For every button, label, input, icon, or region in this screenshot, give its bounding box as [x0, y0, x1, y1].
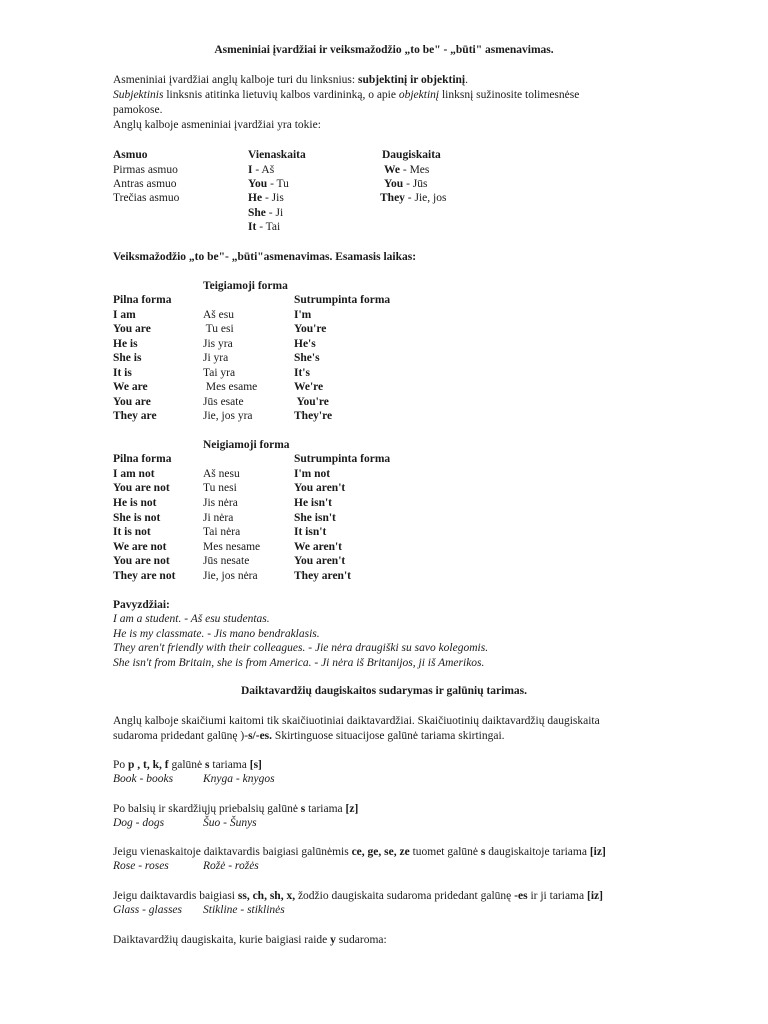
short-form: He's	[294, 338, 316, 350]
intro-text: linksnis atitinka lietuvių kalbos vardininką, o apie	[163, 89, 399, 101]
example-text: He is my classmate. - Jis mano bendraklasis.	[113, 628, 320, 640]
example-english: Glass - glasses	[113, 904, 183, 916]
negative-row	[0, 569, 768, 583]
full-form: It is	[113, 367, 132, 379]
singular-pronoun: He	[248, 192, 263, 204]
singular-pronoun: She	[248, 207, 266, 219]
intro-italic-objektini: objektinį	[398, 89, 440, 101]
rule-bold: -es	[514, 890, 528, 902]
plural-pronoun: They	[380, 192, 405, 204]
short-form: She isn't	[294, 512, 336, 524]
pronoun-row	[0, 220, 768, 234]
last-line-text: sudaroma:	[335, 934, 387, 946]
translation: Jis nėra	[203, 497, 238, 509]
last-line	[113, 933, 387, 947]
plural-intro-text: Skirtinguose situacijose galūnė tariama skirtingai.	[272, 730, 505, 742]
singular-pronoun: I	[248, 164, 253, 176]
negative-row	[0, 481, 768, 495]
singular-pronoun: You	[248, 178, 268, 190]
examples-heading-text: Pavyzdžiai:	[113, 599, 170, 611]
rule-line	[113, 889, 603, 903]
pronoun-table-header	[0, 148, 768, 162]
col-short-form: Sutrumpinta forma	[294, 453, 391, 465]
translation: Jūs nesate	[203, 555, 250, 567]
singular-cell	[248, 220, 280, 234]
rule-text: daugiskaitoje tariama	[485, 846, 590, 858]
full-form: You are not	[113, 482, 170, 494]
short-form: She's	[294, 352, 320, 364]
plural-intro-line-2	[113, 729, 505, 743]
negative-row	[0, 467, 768, 481]
affirmative-heading: Teigiamoji forma	[203, 280, 288, 292]
rule-text: Jeigu daiktavardis baigiasi	[113, 890, 238, 902]
intro-line-4: Anglų kalboje asmeniniai įvardžiai yra tokie:	[113, 119, 321, 131]
affirmative-row	[0, 409, 768, 423]
full-form: I am not	[113, 468, 155, 480]
negative-row	[0, 540, 768, 554]
negative-row	[0, 525, 768, 539]
full-form: They are not	[113, 570, 176, 582]
affirmative-heading-row	[0, 279, 768, 293]
rule-text: Jeigu vienaskaitoje daiktavardis baigiasi galūnėmis	[113, 846, 352, 858]
affirmative-row	[0, 337, 768, 351]
plural-intro-line-1: Anglų kalboje skaičiumi kaitomi tik skaičiuotiniai daiktavardžiai. Skaičiuotinių daiktavardžių daugiskaita	[113, 715, 600, 727]
singular-translation: - Tai	[256, 221, 281, 233]
rule-text: žodžio daugiskaita sudaroma pridedant galūnę	[295, 890, 515, 902]
intro-line-3: pamokose.	[113, 104, 163, 116]
plural-translation: - Jie, jos	[404, 192, 447, 204]
singular-pronoun: It	[248, 221, 257, 233]
short-form: We aren't	[294, 541, 343, 553]
rule-text: tuomet galūnė	[409, 846, 481, 858]
short-form: They're	[294, 410, 333, 422]
rule-text: tariama	[305, 803, 346, 815]
intro-italic-subjektinis: Subjektinis	[113, 89, 164, 101]
example-text: She isn't from Britain, she is from America. - Ji nėra iš Britanijos, ji iš Amerikos.	[113, 657, 485, 669]
translation: Ji nėra	[203, 512, 234, 524]
negative-row	[0, 496, 768, 510]
pronoun-row	[0, 163, 768, 177]
short-form: They aren't	[294, 570, 351, 582]
affirmative-row	[0, 351, 768, 365]
intro-line-1	[113, 73, 468, 87]
example-line	[113, 641, 488, 655]
example-english: Book - books	[113, 773, 174, 785]
rule-text: ir ji tariama	[527, 890, 587, 902]
pronoun-row	[0, 191, 768, 205]
full-form: He is	[113, 338, 138, 350]
singular-translation: - Aš	[252, 164, 275, 176]
translation: Jūs esate	[203, 396, 244, 408]
rule-text: Po	[113, 759, 129, 771]
singular-cell	[248, 206, 283, 220]
negative-row	[0, 554, 768, 568]
rule-example	[0, 816, 768, 830]
singular-cell	[248, 177, 289, 191]
rule-text: Po balsių ir skardžiųjų priebalsių galūnė	[113, 803, 301, 815]
plural-intro-bold: s/-es.	[248, 730, 273, 742]
rule-bold: ce, ge, se, ze	[351, 846, 410, 858]
rule-text: tariama	[209, 759, 250, 771]
singular-translation: - Tu	[267, 178, 289, 190]
intro-bold: subjektinį ir objektinį	[357, 74, 466, 86]
header-asmuo: Asmuo	[113, 149, 148, 161]
affirmative-row	[0, 395, 768, 409]
translation: Ji yra	[203, 352, 229, 364]
translation: Mes nesame	[203, 541, 261, 553]
short-form: He isn't	[294, 497, 333, 509]
full-form: We are	[113, 381, 148, 393]
rule-line	[113, 802, 358, 816]
rule-example	[0, 903, 768, 917]
example-text: They aren't friendly with their colleagues. - Jie nėra draugiški su savo kolegomis.	[113, 642, 489, 654]
rule-bold: s	[480, 846, 486, 858]
example-english: Dog - dogs	[113, 817, 165, 829]
full-form: I am	[113, 309, 136, 321]
examples-heading	[113, 598, 170, 612]
header-vienaskaita: Vienaskaita	[248, 149, 306, 161]
tobe-heading-text: Veiksmažodžio „to be"- „būti"asmenavimas. Esamasis laikas:	[113, 251, 417, 263]
full-form: He is not	[113, 497, 157, 509]
rule-line	[113, 845, 606, 859]
pronoun-row	[0, 177, 768, 191]
short-form: You're	[294, 396, 329, 408]
translation: Aš nesu	[203, 468, 240, 480]
rule-bold: s	[300, 803, 306, 815]
rule-line	[113, 758, 262, 772]
tobe-heading	[113, 250, 416, 264]
col-full-form: Pilna forma	[113, 453, 172, 465]
plural-translation: - Jūs	[403, 178, 428, 190]
rule-example	[0, 859, 768, 873]
example-lithuanian: Šuo - Šunys	[203, 817, 257, 829]
plural-cell	[380, 191, 446, 205]
intro-line-2	[113, 88, 579, 102]
translation: Tu esi	[203, 323, 234, 335]
short-form: I'm	[294, 309, 312, 321]
plural-translation: - Mes	[399, 164, 430, 176]
rule-example	[0, 772, 768, 786]
affirmative-row	[0, 366, 768, 380]
short-form: We're	[294, 381, 324, 393]
affirmative-row	[0, 308, 768, 322]
translation: Jie, jos yra	[203, 410, 253, 422]
col-short-form: Sutrumpinta forma	[294, 294, 391, 306]
negative-row	[0, 511, 768, 525]
short-form: It's	[294, 367, 310, 379]
translation: Tai yra	[203, 367, 236, 379]
negative-heading-row	[0, 438, 768, 452]
example-text: I am a student. - Aš esu studentas.	[113, 613, 270, 625]
singular-translation: - Ji	[265, 207, 284, 219]
example-lithuanian: Knyga - knygos	[203, 773, 275, 785]
full-form: She is	[113, 352, 142, 364]
short-form: You aren't	[294, 555, 346, 567]
rule-bold: s	[205, 759, 210, 771]
example-lithuanian: Stikline - stiklinės	[203, 904, 285, 916]
header-daugiskaita: Daugiskaita	[382, 149, 441, 161]
example-line	[113, 627, 320, 641]
rule-text: galūnė	[168, 759, 206, 771]
negative-col-headers	[0, 452, 768, 466]
plural-pronoun: We	[384, 164, 400, 176]
plural-cell	[384, 163, 429, 177]
pronoun-row	[0, 206, 768, 220]
person-label: Pirmas asmuo	[113, 164, 178, 176]
affirmative-col-headers	[0, 293, 768, 307]
rule-pronunciation: [z]	[345, 803, 359, 815]
col-full-form: Pilna forma	[113, 294, 172, 306]
example-english: Rose - roses	[113, 860, 169, 872]
full-form: It is not	[113, 526, 151, 538]
affirmative-row	[0, 380, 768, 394]
short-form: You're	[294, 323, 327, 335]
translation: Mes esame	[203, 381, 258, 393]
short-form: You aren't	[294, 482, 346, 494]
translation: Tu nesi	[203, 482, 237, 494]
rule-pronunciation: [iz]	[589, 846, 606, 858]
plural-pronoun: You	[384, 178, 404, 190]
rule-bold: ss, ch, sh, x,	[237, 890, 296, 902]
page-title: Asmeniniai įvardžiai ir veiksmažodžio „to be" - „būti" asmenavimas.	[214, 44, 554, 56]
translation: Jie, jos nėra	[203, 570, 258, 582]
plural-intro-text: sudaroma pridedant galūnę )-	[113, 730, 249, 742]
intro-period: .	[465, 74, 469, 86]
example-line	[113, 656, 484, 670]
affirmative-row	[0, 322, 768, 336]
full-form: You are	[113, 396, 151, 408]
singular-cell	[248, 163, 274, 177]
translation: Tai nėra	[203, 526, 241, 538]
translation: Jis yra	[203, 338, 233, 350]
example-line	[113, 612, 270, 626]
rule-pronunciation: [s]	[249, 759, 262, 771]
last-line-bold: y	[330, 934, 336, 946]
singular-translation: - Jis	[262, 192, 284, 204]
translation: Aš esu	[203, 309, 234, 321]
full-form: They are	[113, 410, 157, 422]
person-label: Trečias asmuo	[113, 192, 180, 204]
intro-text: Asmeniniai įvardžiai anglų kalboje turi du linksnius:	[113, 74, 358, 86]
intro-text: linksnį sužinosite tolimesnėse	[439, 89, 580, 101]
last-line-text: Daiktavardžių daugiskaita, kurie baigiasi raide	[113, 934, 331, 946]
example-lithuanian: Rožė - rožės	[203, 860, 259, 872]
negative-heading: Neigiamoji forma	[203, 439, 290, 451]
full-form: You are not	[113, 555, 170, 567]
rule-pronunciation: [iz]	[586, 890, 603, 902]
singular-cell	[248, 191, 284, 205]
short-form: It isn't	[294, 526, 327, 538]
full-form: She is not	[113, 512, 161, 524]
rule-bold: p , t, k, f	[128, 759, 169, 771]
plural-section-title: Daiktavardžių daugiskaitos sudarymas ir galūnių tarimas.	[240, 685, 528, 697]
full-form: You are	[113, 323, 151, 335]
full-form: We are not	[113, 541, 167, 553]
short-form: I'm not	[294, 468, 331, 480]
person-label: Antras asmuo	[113, 178, 177, 190]
plural-cell	[384, 177, 427, 191]
